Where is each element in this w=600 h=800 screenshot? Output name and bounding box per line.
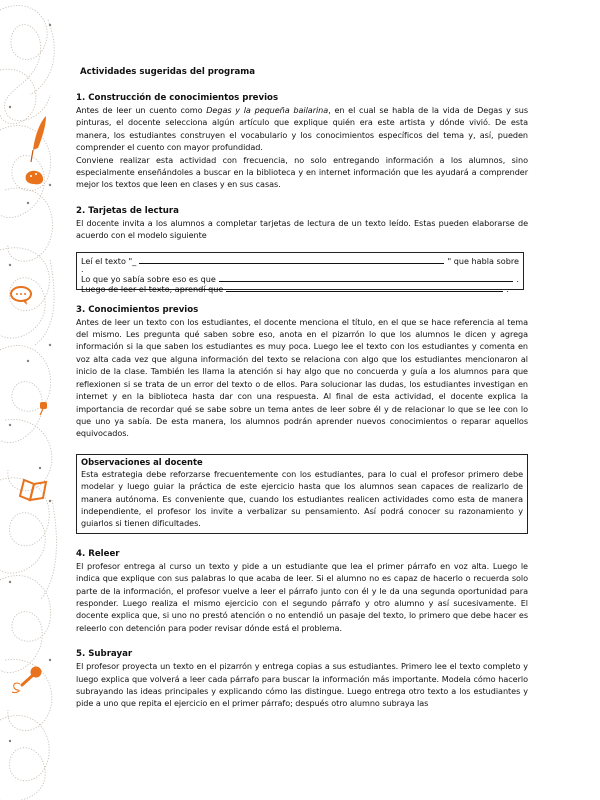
- section-heading: 3. Conocimientos previos: [76, 304, 199, 315]
- section-conocimientos-previos: [76, 304, 528, 534]
- section-tarjetas-lectura: [76, 205, 528, 294]
- speech-bubble-icon: [11, 287, 31, 305]
- paragraph: Antes de leer un texto con los estudiantes, el docente menciona el título, en el que se hace referencia al tema del mismo. Les pregunta qué saben sobre eso, anota en el pizarrón lo que los alumnos le dicen y agrega información si la que saben los estudiantes es muy poca. Luego lee el texto con los estudiantes y comenta en voz alta cada vez que alguna información del texto se relaciona con algo que los estudiantes mencionaron al inicio de la clase. También les llama la atención si hay algo que no concuerda y guía a los alumnos para que reflexionen si se trata de un error del texto o de ellos. Para solucionar las dudas, los estudiantes investigan en internet y en la biblioteca hasta dar con una respuesta. Al final de esta actividad, el docente explica la importancia de recordar qué se sabe sobre un tema antes de leer sobre él y de relacionar lo que se lee con lo que uno ya sabía. De esta manera, los alumnos podrán aprender nuevos conocimientos o reparar aquellos equivocados.: [76, 316, 528, 439]
- document-page: [76, 66, 528, 710]
- card-label: .: [506, 283, 509, 294]
- section-heading: 2. Tarjetas de lectura: [76, 205, 179, 216]
- card-label: Leí el texto "_: [81, 255, 137, 266]
- card-line-3: [81, 283, 509, 295]
- section-heading: 1. Construcción de conocimientos previos: [76, 93, 279, 103]
- section-subrayar: [76, 648, 528, 710]
- text-span: , en el cual se habla de la vida de Degas y sus pinturas, el docente selecciona algún artículo que explique quién era este artista y dónde vivió. De esta manera, los estudiantes construyen el vocabulario y los conocimientos específicos del tema y, así, pueden comprender el cuento con mayor profundidad.: [76, 105, 528, 153]
- document-title: Actividades sugeridas del programa: [80, 67, 255, 77]
- observations-text: Esta estrategia debe reforzarse frecuentemente con los estudiantes, para lo cual el profesor primero debe modelar y luego guiar la práctica de este ejercicio hasta que los alumnos sean capaces de realizarlo de manera autónoma. Es conveniente que, cuando los estudiantes realicen actividades como esta de manera independiente, el profesor los invite a verbalizar su pensamiento. Así podrá conocer su razonamiento y guiarlos si tienen dificultades.: [81, 468, 523, 529]
- card-label: Lo que yo sabía sobre eso es que: [81, 273, 216, 284]
- open-book-icon: [20, 480, 46, 500]
- card-label: " que habla sobre: [447, 255, 519, 266]
- paragraph: [76, 104, 528, 154]
- paragraph: Conviene realizar esta actividad con frecuencia, no solo entregando información a los alumnos, sino especialmente enseñándoles a buscar en la biblioteca y en internet información que les ayudará a comprender mejor los textos que leen en clases y en sus casas.: [76, 154, 528, 190]
- section-construccion-conocimientos: [76, 92, 528, 191]
- observations-title: Observaciones al docente: [81, 456, 203, 467]
- card-label: .: [516, 273, 519, 284]
- teacher-observations-box: [76, 454, 528, 534]
- paragraph: El docente invita a los alumnos a completar tarjetas de lectura de un texto leído. Estas pueden elaborarse de acuerdo con el modelo siguiente: [76, 217, 528, 241]
- dotted-swirl-border: [0, 0, 62, 800]
- paragraph: El profesor entrega al curso un texto y pide a un estudiante que lea el primer párrafo en voz alta. Luego le indica que explique con sus palabras lo que acaba de leer. Si el alumno no es capaz de hacerlo o recuerda solo parte de la información, el profesor vuelve a leer el párrafo junto con él y le da una segunda oportunidad para responder. Luego realiza el mismo ejercicio con el segundo párrafo y otro alumno y así sucesivamente. El docente explica que, si uno no prestó atención o no entendió un pasaje del texto, lo primero que debe hacer es releerlo con detención para poder revisar dónde está el problema.: [76, 560, 528, 633]
- microphone-icon: [12, 667, 42, 693]
- paint-palette-icon: [26, 171, 44, 185]
- card-label: Luego de leer el texto, aprendí que: [81, 283, 224, 294]
- blank-line: [226, 283, 503, 292]
- text-span: Antes de leer un cuento como: [76, 105, 207, 115]
- section-heading: 4. Releer: [76, 548, 120, 559]
- card-continuation: .: [81, 264, 84, 274]
- book-title-italic: Degas y la pequeña bailarina: [206, 105, 329, 115]
- blank-line: [219, 273, 514, 282]
- section-releer: [76, 548, 528, 634]
- section-heading: 5. Subrayar: [76, 649, 133, 660]
- card-line-1: [81, 255, 519, 267]
- paragraph: El profesor proyecta un texto en el pizarrón y entrega copias a sus estudiantes. Primero lee el texto completo y luego explica que volverá a leer cada párrafo para buscar la información más importante. Modela cómo hacerlo subrayando las ideas principales y explicando cómo las distingue. Luego entrega otro texto a los estudiantes y pide a uno que repita el ejercicio en el primer párrafo; después otro alumno subraya las: [76, 661, 528, 709]
- paint-drop-icon: [40, 402, 47, 415]
- reading-card-template: [76, 252, 524, 294]
- blank-line: [139, 255, 444, 264]
